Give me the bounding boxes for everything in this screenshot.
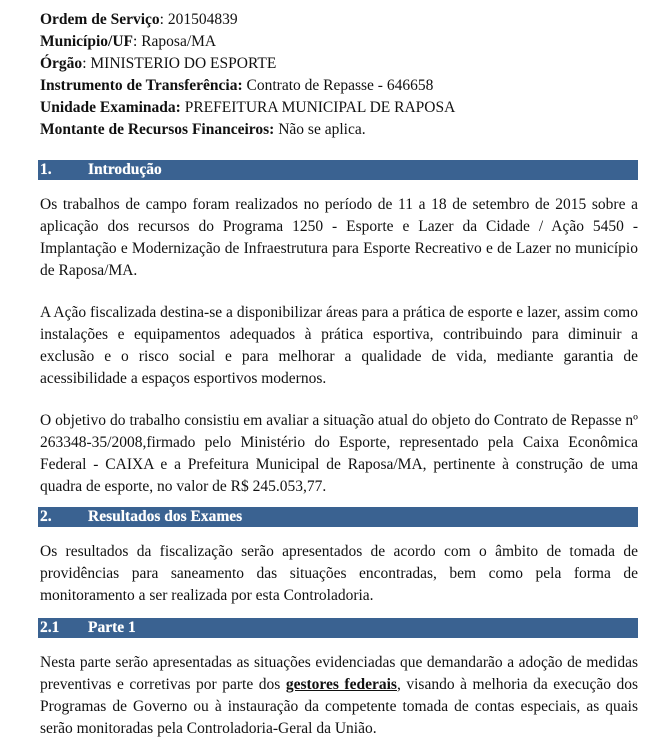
meta-unidade bbox=[40, 97, 638, 119]
section-number: 1. bbox=[40, 161, 52, 178]
meta-label: Instrumento de Transferência: bbox=[40, 77, 243, 94]
section-number: 2. bbox=[40, 508, 52, 525]
section-title: Parte 1 bbox=[88, 619, 136, 636]
meta-value: Contrato de Repasse - 646658 bbox=[246, 77, 434, 94]
paragraph-text: Nesta parte serão apresentadas as situações evidenciadas que demandarão a adoção de medidas preventivas e corretivas por parte dos bbox=[40, 654, 638, 693]
section-title: Introdução bbox=[88, 161, 162, 178]
section-title: Resultados dos Exames bbox=[88, 508, 243, 525]
meta-value: Não se aplica. bbox=[278, 121, 366, 138]
meta-label: Município/UF bbox=[40, 33, 134, 50]
paragraph: Os trabalhos de campo foram realizados no período de 11 a 18 de setembro de 2015 sobre a aplicação dos recursos do Programa 1250 - Esporte e Lazer da Cidade / Ação 5450 - Implantação e Modernização de Infraestrutura para Esporte Recreativo e de Lazer no município de Raposa/MA. bbox=[40, 196, 638, 279]
meta-value: PREFEITURA MUNICIPAL DE RAPOSA bbox=[184, 99, 456, 116]
section-heading-resultados bbox=[38, 507, 638, 527]
paragraph: A Ação fiscalizada destina-se a disponibilizar áreas para a prática de esporte e lazer, assim como instalações e equipamentos adequados à prática esportiva, contribuindo para diminuir a exclusão e o risco social e para melhorar a qualidade de vida, mediante garantia de acessibilidade a espaços esportivos modernos. bbox=[40, 304, 638, 387]
meta-value: MINISTERIO DO ESPORTE bbox=[90, 55, 277, 72]
section-number: 2.1 bbox=[40, 619, 60, 636]
meta-label: Unidade Examinada: bbox=[40, 99, 181, 116]
section-heading-parte-1 bbox=[38, 618, 638, 638]
meta-sep: : bbox=[133, 33, 142, 50]
meta-value: Raposa/MA bbox=[141, 33, 217, 50]
meta-ordem-servico bbox=[40, 9, 638, 31]
header-block bbox=[40, 9, 638, 141]
meta-orgao bbox=[40, 53, 638, 75]
document-page bbox=[40, 9, 638, 740]
paragraph: O objetivo do trabalho consistiu em avaliar a situação atual do objeto do Contrato de Repasse nº 263348-35/2008,firmado pelo Ministério do Esporte, representado pela Caixa Econômica Federal - CAIXA e a Prefeitura Municipal de Raposa/MA, pertinente à construção de uma quadra de esporte, no valor de R$ 245.053,77. bbox=[40, 412, 638, 495]
meta-sep: : bbox=[82, 55, 91, 72]
meta-label: Ordem de Serviço bbox=[40, 11, 160, 28]
meta-montante bbox=[40, 119, 638, 141]
paragraph bbox=[40, 652, 638, 740]
paragraph-text: , visando à melhoria da execução dos Programas de Governo ou à instauração da competente tomada de contas especiais, as quais serão monitoradas pela Controladoria-Geral da União. bbox=[40, 676, 639, 737]
meta-municipio bbox=[40, 31, 638, 53]
paragraph: Os resultados da fiscalização serão apresentados de acordo com o âmbito de tomada de providências para saneamento das situações encontradas, bem como pela forma de monitoramento a ser realizada por esta Controladoria. bbox=[40, 543, 638, 604]
meta-sep: : bbox=[159, 11, 168, 28]
meta-instrumento bbox=[40, 75, 638, 97]
section-heading-introducao bbox=[38, 160, 638, 180]
meta-value: 201504839 bbox=[167, 11, 238, 28]
emphasis-gestores-federais: gestores federais bbox=[285, 676, 397, 693]
meta-label: Montante de Recursos Financeiros: bbox=[40, 121, 275, 138]
meta-label: Órgão bbox=[40, 55, 83, 72]
